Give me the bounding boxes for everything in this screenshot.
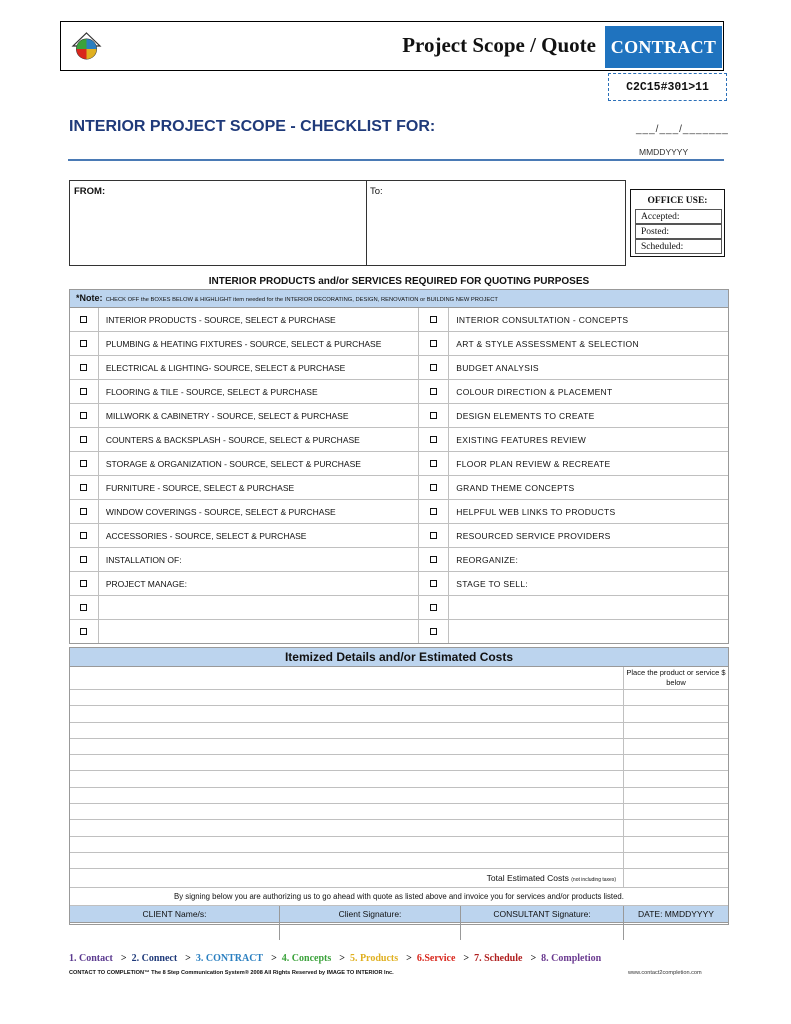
checklist-row bbox=[70, 452, 728, 476]
checklist-item-left bbox=[99, 620, 420, 643]
checkbox[interactable] bbox=[80, 340, 87, 347]
checklist-row bbox=[70, 404, 728, 428]
sign-date-field[interactable] bbox=[624, 923, 728, 940]
itemized-header-row bbox=[70, 667, 728, 690]
process-step: 6.Service bbox=[416, 953, 456, 964]
total-label: Total Estimated Costs (not including taxes) bbox=[486, 873, 616, 884]
checkbox-cell bbox=[70, 452, 99, 475]
checklist-item-left: COUNTERS & BACKSPLASH - SOURCE, SELECT & PURCHASE bbox=[99, 428, 420, 451]
total-row bbox=[70, 869, 728, 888]
checklist-item-left: STORAGE & ORGANIZATION - SOURCE, SELECT & PURCHASE bbox=[99, 452, 420, 475]
checklist-item-right: BUDGET ANALYSIS bbox=[456, 362, 539, 373]
checkbox-cell bbox=[419, 524, 449, 547]
checkbox[interactable] bbox=[80, 484, 87, 491]
checklist-item-right: ART & STYLE ASSESSMENT & SELECTION bbox=[456, 338, 639, 349]
checklist-row bbox=[70, 620, 728, 643]
process-step: 2. Connect bbox=[131, 953, 178, 964]
checkbox-cell bbox=[70, 308, 99, 331]
form-code: C2C15#301>11 bbox=[608, 73, 727, 101]
step-separator: > bbox=[185, 953, 191, 964]
itemized-row[interactable] bbox=[70, 755, 728, 771]
from-to-box bbox=[69, 180, 626, 266]
checklist-row bbox=[70, 596, 728, 620]
checkbox-cell bbox=[70, 620, 99, 643]
checklist-row bbox=[70, 356, 728, 380]
office-accepted-field[interactable]: Accepted: bbox=[635, 209, 722, 224]
itemized-row[interactable] bbox=[70, 853, 728, 869]
itemized-table bbox=[69, 647, 729, 925]
checkbox-cell bbox=[419, 500, 449, 523]
process-step: 8. Completion bbox=[541, 953, 602, 964]
checklist-item-left: PLUMBING & HEATING FIXTURES - SOURCE, SELECT & PURCHASE bbox=[99, 332, 420, 355]
checklist-row bbox=[70, 308, 728, 332]
process-steps bbox=[69, 953, 729, 964]
office-posted-field[interactable]: Posted: bbox=[635, 224, 722, 239]
date-field[interactable]: ___/___/_______ bbox=[636, 124, 729, 135]
checkbox-cell bbox=[419, 404, 449, 427]
to-field[interactable] bbox=[370, 197, 622, 263]
checkbox-cell bbox=[70, 332, 99, 355]
checkbox-cell bbox=[70, 428, 99, 451]
office-use-box bbox=[630, 189, 725, 257]
checklist-item-right: COLOUR DIRECTION & PLACEMENT bbox=[456, 386, 613, 397]
footer-url[interactable]: www.contact2completion.com bbox=[628, 970, 702, 976]
checklist-row bbox=[70, 572, 728, 596]
checkbox[interactable] bbox=[430, 532, 437, 539]
signature-row bbox=[70, 923, 728, 940]
checklist-item-left: ACCESSORIES - SOURCE, SELECT & PURCHASE bbox=[99, 524, 420, 547]
checklist-item-right: RESOURCED SERVICE PROVIDERS bbox=[456, 530, 611, 541]
checkbox-cell bbox=[70, 596, 99, 619]
itemized-row[interactable] bbox=[70, 739, 728, 755]
checklist-row bbox=[70, 332, 728, 356]
step-separator: > bbox=[406, 953, 412, 964]
checklist-item-left: MILLWORK & CABINETRY - SOURCE, SELECT & PURCHASE bbox=[99, 404, 420, 427]
checklist-row bbox=[70, 380, 728, 404]
process-step: 3. CONTRACT bbox=[195, 953, 264, 964]
itemized-row[interactable] bbox=[70, 788, 728, 804]
checklist-note: *Note: CHECK OFF the BOXES BELOW & HIGHLIGHT item needed for the INTERIOR DECORATING, DESIGN, RENOVATION or BUILDING NEW PROJECT bbox=[70, 290, 728, 308]
checkbox-cell bbox=[419, 332, 449, 355]
checklist-heading: INTERIOR PRODUCTS and/or SERVICES REQUIRED FOR QUOTING PURPOSES bbox=[208, 276, 590, 287]
consultant-signature-header: CONSULTANT Signature: bbox=[461, 906, 624, 922]
checkbox-cell bbox=[70, 524, 99, 547]
itemized-heading: Itemized Details and/or Estimated Costs bbox=[70, 648, 728, 667]
checkbox[interactable] bbox=[430, 460, 437, 467]
checkbox-cell bbox=[70, 356, 99, 379]
checklist-row bbox=[70, 548, 728, 572]
page-title: Project Scope / Quote bbox=[402, 33, 596, 57]
checkbox[interactable] bbox=[430, 436, 437, 443]
from-field[interactable] bbox=[74, 197, 362, 263]
checklist-item-right: HELPFUL WEB LINKS TO PRODUCTS bbox=[456, 506, 616, 517]
process-step: 7. Schedule bbox=[474, 953, 523, 964]
checkbox[interactable] bbox=[80, 508, 87, 515]
process-step: 4. Concepts bbox=[281, 953, 332, 964]
checklist-item-left: FURNITURE - SOURCE, SELECT & PURCHASE bbox=[99, 476, 420, 499]
copyright-text: CONTACT TO COMPLETION™ The 8 Step Communication System® 2008 All Rights Reserved by IMAGE TO INTERIOR Inc. bbox=[69, 970, 394, 976]
checkbox-cell bbox=[70, 476, 99, 499]
checkbox-cell bbox=[70, 572, 99, 595]
to-label: To: bbox=[370, 186, 383, 197]
itemized-row[interactable] bbox=[70, 771, 728, 787]
title-divider bbox=[68, 159, 724, 161]
itemized-row[interactable] bbox=[70, 706, 728, 722]
checkbox-cell bbox=[70, 548, 99, 571]
checklist-item-right: REORGANIZE: bbox=[456, 554, 519, 565]
checkbox-cell bbox=[419, 308, 449, 331]
checkbox[interactable] bbox=[430, 316, 437, 323]
checkbox[interactable] bbox=[80, 316, 87, 323]
office-scheduled-field[interactable]: Scheduled: bbox=[635, 239, 722, 254]
price-column-header: Place the product or service $ below bbox=[626, 668, 726, 687]
checkbox[interactable] bbox=[80, 412, 87, 419]
checkbox-cell bbox=[419, 476, 449, 499]
client-signature-header: Client Signature: bbox=[280, 906, 461, 922]
form-title: INTERIOR PROJECT SCOPE - CHECKLIST FOR: bbox=[69, 118, 436, 135]
step-separator: > bbox=[271, 953, 277, 964]
date-header: DATE: MMDDYYYY bbox=[638, 909, 714, 920]
itemized-row[interactable] bbox=[70, 690, 728, 706]
checkbox-cell bbox=[419, 452, 449, 475]
checkbox-cell bbox=[419, 596, 449, 619]
client-name-field[interactable] bbox=[70, 923, 280, 940]
itemized-row[interactable] bbox=[70, 723, 728, 739]
checklist-row bbox=[70, 476, 728, 500]
checkbox[interactable] bbox=[80, 460, 87, 467]
checkbox-cell bbox=[419, 620, 449, 643]
checkbox[interactable] bbox=[80, 532, 87, 539]
checkbox[interactable] bbox=[430, 340, 437, 347]
checkbox-cell bbox=[419, 428, 449, 451]
process-step: 5. Products bbox=[349, 953, 399, 964]
date-format-hint: MMDDYYYY bbox=[639, 147, 689, 157]
step-separator: > bbox=[339, 953, 345, 964]
checklist-row bbox=[70, 428, 728, 452]
checkbox[interactable] bbox=[430, 604, 437, 611]
checklist-item-left: FLOORING & TILE - SOURCE, SELECT & PURCHASE bbox=[99, 380, 420, 403]
checkbox[interactable] bbox=[80, 556, 87, 563]
checkbox-cell bbox=[70, 404, 99, 427]
total-amount-field[interactable] bbox=[624, 869, 728, 887]
quadrant-house-logo-icon bbox=[71, 31, 102, 62]
checklist-table bbox=[69, 289, 729, 644]
checkbox[interactable] bbox=[430, 556, 437, 563]
step-separator: > bbox=[463, 953, 470, 964]
checkbox[interactable] bbox=[430, 484, 437, 491]
checklist-row bbox=[70, 500, 728, 524]
checklist-item-right: DESIGN ELEMENTS TO CREATE bbox=[456, 410, 595, 421]
checkbox[interactable] bbox=[430, 364, 437, 371]
checklist-item-left: PROJECT MANAGE: bbox=[99, 572, 420, 595]
client-signature-field[interactable] bbox=[280, 923, 461, 940]
checklist-item-left: INSTALLATION OF: bbox=[99, 548, 420, 571]
checkbox-cell bbox=[70, 380, 99, 403]
checkbox[interactable] bbox=[430, 388, 437, 395]
signature-header bbox=[70, 906, 728, 923]
process-step: 1. Contact bbox=[69, 953, 113, 964]
checklist-row bbox=[70, 524, 728, 548]
checklist-item-left: INTERIOR PRODUCTS - SOURCE, SELECT & PURCHASE bbox=[99, 308, 420, 331]
from-label: FROM: bbox=[74, 186, 106, 197]
office-use-title: OFFICE USE: bbox=[647, 196, 708, 206]
checkbox[interactable] bbox=[80, 364, 87, 371]
checkbox-cell bbox=[419, 356, 449, 379]
client-name-header: CLIENT Name/s: bbox=[70, 906, 280, 922]
checklist-item-right: GRAND THEME CONCEPTS bbox=[456, 482, 575, 493]
checkbox-cell bbox=[419, 572, 449, 595]
itemized-row[interactable] bbox=[70, 820, 728, 836]
checkbox[interactable] bbox=[430, 412, 437, 419]
consultant-signature-field[interactable] bbox=[461, 923, 624, 940]
contract-badge: CONTRACT bbox=[605, 26, 722, 68]
checklist-item-left bbox=[99, 596, 420, 619]
checklist-item-right: FLOOR PLAN REVIEW & RECREATE bbox=[456, 458, 611, 469]
checklist-item-left: ELECTRICAL & LIGHTING- SOURCE, SELECT & PURCHASE bbox=[99, 356, 420, 379]
checklist-item-right bbox=[449, 596, 728, 619]
checkbox[interactable] bbox=[80, 436, 87, 443]
checkbox-cell bbox=[419, 380, 449, 403]
checkbox[interactable] bbox=[80, 388, 87, 395]
itemized-row[interactable] bbox=[70, 837, 728, 853]
checklist-item-right bbox=[449, 620, 728, 643]
checkbox-cell bbox=[70, 500, 99, 523]
checkbox[interactable] bbox=[80, 580, 87, 587]
checklist-item-right: INTERIOR CONSULTATION - CONCEPTS bbox=[456, 314, 629, 325]
step-separator: > bbox=[530, 953, 537, 964]
checkbox[interactable] bbox=[430, 628, 437, 635]
checklist-item-right: EXISTING FEATURES REVIEW bbox=[456, 434, 587, 445]
checkbox[interactable] bbox=[80, 604, 87, 611]
authorization-text: By signing below you are authorizing us to go ahead with quote as listed above and invoice you for services and/or products listed. bbox=[70, 888, 728, 906]
itemized-row[interactable] bbox=[70, 804, 728, 820]
checkbox[interactable] bbox=[430, 508, 437, 515]
checklist-item-right: STAGE TO SELL: bbox=[456, 578, 529, 589]
checklist-item-left: WINDOW COVERINGS - SOURCE, SELECT & PURCHASE bbox=[99, 500, 420, 523]
step-separator: > bbox=[120, 953, 127, 964]
checkbox-cell bbox=[419, 548, 449, 571]
checkbox[interactable] bbox=[80, 628, 87, 635]
checkbox[interactable] bbox=[430, 580, 437, 587]
